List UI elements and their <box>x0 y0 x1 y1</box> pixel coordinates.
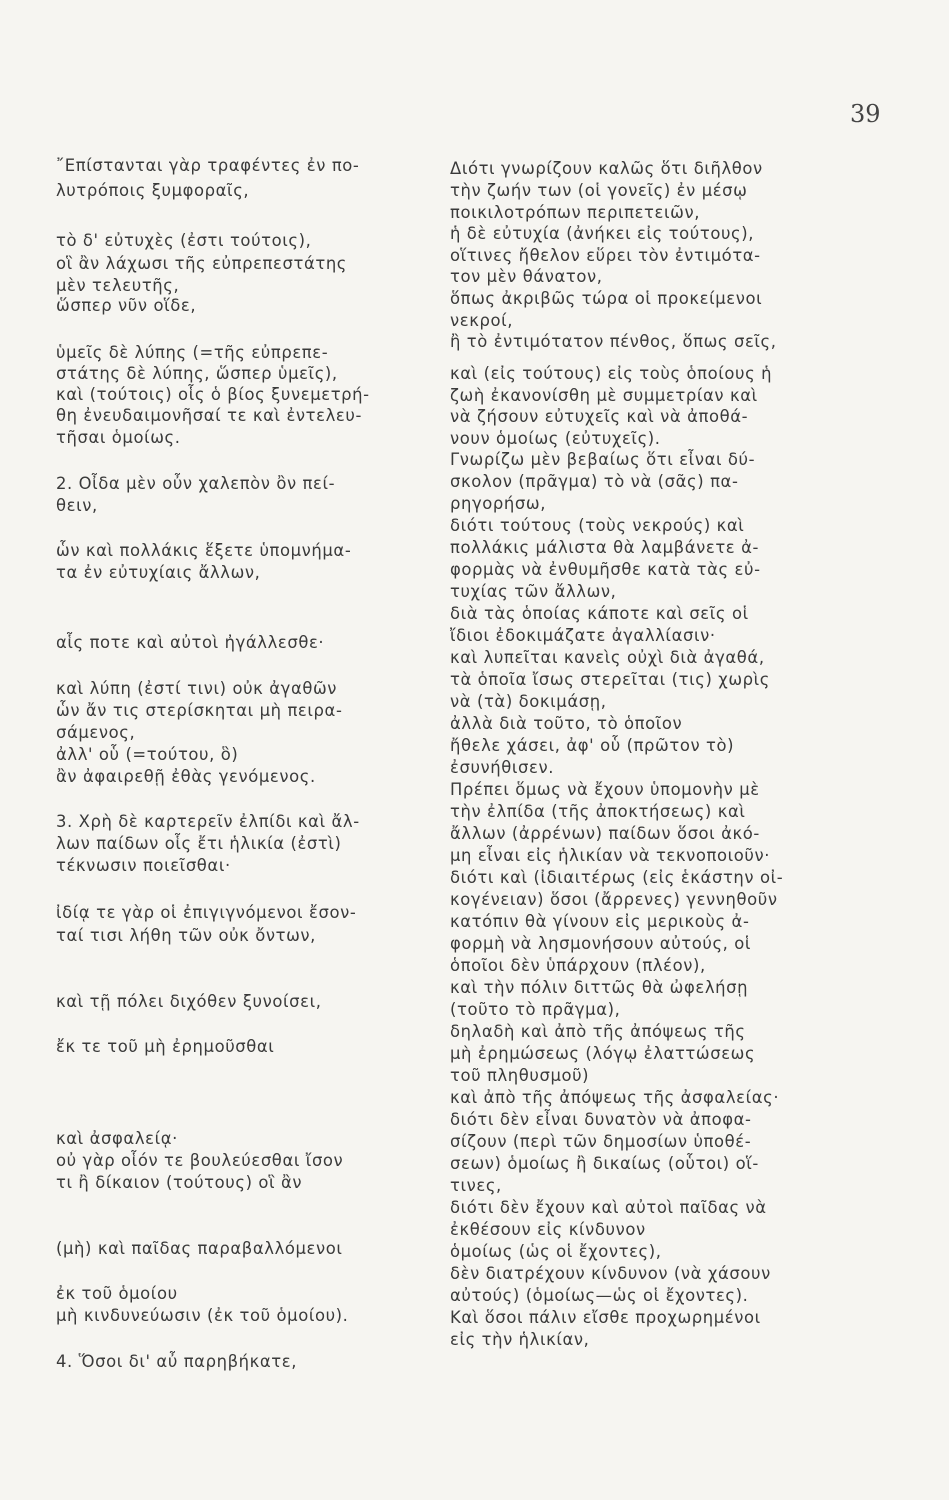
translation-line: Καὶ ὅσοι πάλιν εἴσθε προχωρημένοι <box>450 1308 761 1327</box>
translation-line: καὶ ἀπὸ τῆς ἀπόψεως τῆς ἀσφαλείας· <box>450 1088 780 1107</box>
translation-line: σκολον (πρᾶγμα) τὸ νὰ (σᾶς) πα- <box>450 472 739 491</box>
translation-line: φορμὰς νὰ ἐνθυμῆσθε κατὰ τὰς εὐ- <box>450 560 761 579</box>
translation-line: διότι δὲν εἶναι δυνατὸν νὰ ἀποφα- <box>450 1110 752 1129</box>
translation-line: Διότι γνωρίζουν καλῶς ὅτι διῆλθον <box>450 159 763 178</box>
source-line: 4. Ὅσοι δι' αὖ παρηβήκατε, <box>56 1352 298 1371</box>
translation-line: Πρέπει ὅμως νὰ ἔχουν ὑπομονὴν μὲ <box>450 780 760 799</box>
translation-line: σίζουν (περὶ τῶν δημοσίων ὑποθέ- <box>450 1132 752 1151</box>
source-line: καὶ (τούτοις) οἷς ὁ βίος ξυνεμετρή- <box>56 385 370 404</box>
translation-line: τινες, <box>450 1176 502 1195</box>
source-line: ὥσπερ νῦν οἵδε, <box>56 296 197 315</box>
source-line: τῆσαι ὁμοίως. <box>56 428 181 447</box>
source-line: καὶ ἀσφαλείᾳ· <box>56 1129 178 1148</box>
translation-line: δηλαδὴ καὶ ἀπὸ τῆς ἀπόψεως τῆς <box>450 1022 746 1041</box>
source-line: ῎Επίστανται γὰρ τραφέντες ἐν πο- <box>56 156 360 175</box>
translation-line: τὴν ἐλπίδα (τῆς ἀποκτήσεως) καὶ <box>450 802 746 821</box>
translation-line: ἐσυνήθισεν. <box>450 758 555 777</box>
source-line: ὧν καὶ πολλάκις ἕξετε ὑπομνήμα- <box>56 541 352 560</box>
translation-line: (τοῦτο τὸ πρᾶγμα), <box>450 1000 621 1019</box>
translation-line: τοῦ πληθυσμοῦ) <box>450 1066 590 1085</box>
translation-line: καὶ (εἰς τούτους) εἰς τοὺς ὁποίους ἡ <box>450 364 773 383</box>
translation-line: ἴδιοι ἐδοκιμάζατε ἀγαλλίασιν· <box>450 626 716 645</box>
translation-line: πολλάκις μάλιστα θὰ λαμβάνετε ἀ- <box>450 538 759 557</box>
source-line: ὧν ἄν τις στερίσκηται μὴ πειρα- <box>56 701 343 720</box>
translation-line: σεων) ὁμοίως ἢ δικαίως (οὗτοι) οἵ- <box>450 1154 759 1173</box>
source-line: ἀλλ' οὗ (=τούτου, ὃ) <box>56 745 239 764</box>
translation-line: ὅπως ἀκριβῶς τώρα οἱ προκείμενοι <box>450 289 763 308</box>
translation-line: οἵτινες ἤθελον εὕρει τὸν ἐντιμότα- <box>450 246 761 265</box>
source-line: τὸ δ' εὐτυχὲς (ἐστι τούτοις), <box>56 231 312 250</box>
source-line: 3. Χρὴ δὲ καρτερεῖν ἐλπίδι καὶ ἄλ- <box>56 812 360 831</box>
source-line: καὶ τῇ πόλει διχόθεν ξυνοίσει, <box>56 992 322 1011</box>
source-line: καὶ λύπη (ἐστί τινι) οὐκ ἀγαθῶν <box>56 679 338 698</box>
source-line: ταί τισι λήθη τῶν οὐκ ὄντων, <box>56 926 316 945</box>
translation-line: διότι τούτους (τοὺς νεκρούς) καὶ <box>450 516 745 535</box>
translation-line: Γνωρίζω μὲν βεβαίως ὅτι εἶναι δύ- <box>450 450 756 469</box>
source-line: (μὴ) καὶ παῖδας παραβαλλόμενοι <box>56 1239 343 1258</box>
translation-line: διότι καὶ (ἰδιαιτέρως (εἰς ἑκάστην οἰ- <box>450 868 784 887</box>
translation-line: ζωὴ ἐκανονίσθη μὲ συμμετρίαν καὶ <box>450 386 758 405</box>
translation-line: ἀλλὰ διὰ τοῦτο, τὸ ὁποῖον <box>450 714 683 733</box>
translation-line: ὁμοίως (ὡς οἱ ἔχοντες), <box>450 1242 662 1261</box>
translation-line: ἡ δὲ εὐτυχία (ἀνήκει εἰς τούτους), <box>450 224 755 243</box>
source-line: λων παίδων οἷς ἔτι ἡλικία (ἐστὶ) <box>56 834 342 853</box>
source-line: οἳ ἂν λάχωσι τῆς εὐπρεπεστάτης <box>56 254 348 273</box>
translation-line: μη εἶναι εἰς ἡλικίαν νὰ τεκνοποιοῦν· <box>450 846 771 865</box>
translation-line: ἢ τὸ ἐντιμότατον πένθος, ὅπως σεῖς, <box>450 332 777 351</box>
translation-line: ἐκθέσουν εἰς κίνδυνον <box>450 1220 646 1239</box>
source-line: ὑμεῖς δὲ λύπης (=τῆς εὐπρεπε- <box>56 343 329 362</box>
translation-line: καὶ τὴν πόλιν διττῶς θὰ ὠφελήσῃ <box>450 978 749 997</box>
source-line: σάμενος, <box>56 723 136 742</box>
translation-line: νὰ (τὰ) δοκιμάσῃ, <box>450 692 607 711</box>
source-line: ἂν ἀφαιρεθῇ ἐθὰς γενόμενος. <box>56 767 316 786</box>
page-number: 39 <box>850 100 881 128</box>
translation-line: μὴ ἐρημώσεως (λόγῳ ἐλαττώσεως <box>450 1044 756 1063</box>
translation-line: ὁποῖοι δὲν ὑπάρχουν (πλέον), <box>450 956 706 975</box>
source-line: τέκνωσιν ποιεῖσθαι· <box>56 856 231 875</box>
source-line: στάτης δὲ λύπης, ὥσπερ ὑμεῖς), <box>56 364 338 383</box>
source-line: τα ἐν εὐτυχίαις ἄλλων, <box>56 563 261 582</box>
translation-line: νουν ὁμοίως (εὐτυχεῖς). <box>450 429 661 448</box>
translation-line: διότι δὲν ἔχουν καὶ αὐτοὶ παῖδας νὰ <box>450 1198 767 1217</box>
source-line: ἐκ τοῦ ὁμοίου <box>56 1284 178 1303</box>
translation-line: τὴν ζωήν των (οἱ γονεῖς) ἐν μέσῳ <box>450 181 748 200</box>
translation-line: ποικιλοτρόπων περιπετειῶν, <box>450 203 701 222</box>
translation-line: κογένειαν) ὅσοι (ἄρρενες) γεννηθοῦν <box>450 890 778 909</box>
translation-line: φορμὴ νὰ λησμονήσουν αὐτούς, οἱ <box>450 934 752 953</box>
translation-line: τυχίας τῶν ἄλλων, <box>450 582 617 601</box>
source-line: 2. Οἶδα μὲν οὖν χαλεπὸν ὂν πεί- <box>56 474 336 493</box>
translation-line: ρηγορήσω, <box>450 494 547 513</box>
source-line: θειν, <box>56 496 98 515</box>
translation-line: τον μὲν θάνατον, <box>450 267 603 286</box>
translation-line: δὲν διατρέχουν κίνδυνον (νὰ χάσουν <box>450 1264 771 1283</box>
source-line: τι ἢ δίκαιον (τούτους) οἳ ἂν <box>56 1173 303 1192</box>
source-line: λυτρόποις ξυμφοραῖς, <box>56 181 250 200</box>
translation-line: διὰ τὰς ὁποίας κάποτε καὶ σεῖς οἱ <box>450 604 749 623</box>
source-line: αἷς ποτε καὶ αὐτοὶ ἠγάλλεσθε· <box>56 633 325 652</box>
translation-line: νεκροί, <box>450 311 514 330</box>
source-line: θη ἐνευδαιμονῆσαί τε καὶ ἐντελευ- <box>56 406 362 425</box>
translation-line: τὰ ὁποῖα ἴσως στερεῖται (τις) χωρὶς <box>450 670 771 689</box>
translation-line: εἰς τὴν ἡλικίαν, <box>450 1330 590 1349</box>
translation-line: ἤθελε χάσει, ἀφ' οὗ (πρῶτον τὸ) <box>450 736 735 755</box>
translation-line: κατόπιν θὰ γίνουν εἰς μερικοὺς ἀ- <box>450 912 750 931</box>
source-line: μὴ κινδυνεύωσιν (ἐκ τοῦ ὁμοίου). <box>56 1306 349 1325</box>
translation-line: αὐτούς) (ὁμοίως—ὡς οἱ ἔχοντες). <box>450 1286 749 1305</box>
source-line: ἰδίᾳ τε γὰρ οἱ ἐπιγιγνόμενοι ἔσον- <box>56 903 357 922</box>
translation-line: νὰ ζήσουν εὐτυχεῖς καὶ νὰ ἀποθά- <box>450 407 749 426</box>
translation-line: καὶ λυπεῖται κανεὶς οὐχὶ διὰ ἀγαθά, <box>450 648 765 667</box>
source-line: οὐ γὰρ οἷόν τε βουλεύεσθαι ἴσον <box>56 1151 344 1170</box>
source-line: ἔκ τε τοῦ μὴ ἐρημοῦσθαι <box>56 1037 275 1056</box>
source-line: μὲν τελευτῆς, <box>56 276 180 295</box>
translation-line: ἄλλων (ἀρρένων) παίδων ὅσοι ἀκό- <box>450 824 760 843</box>
